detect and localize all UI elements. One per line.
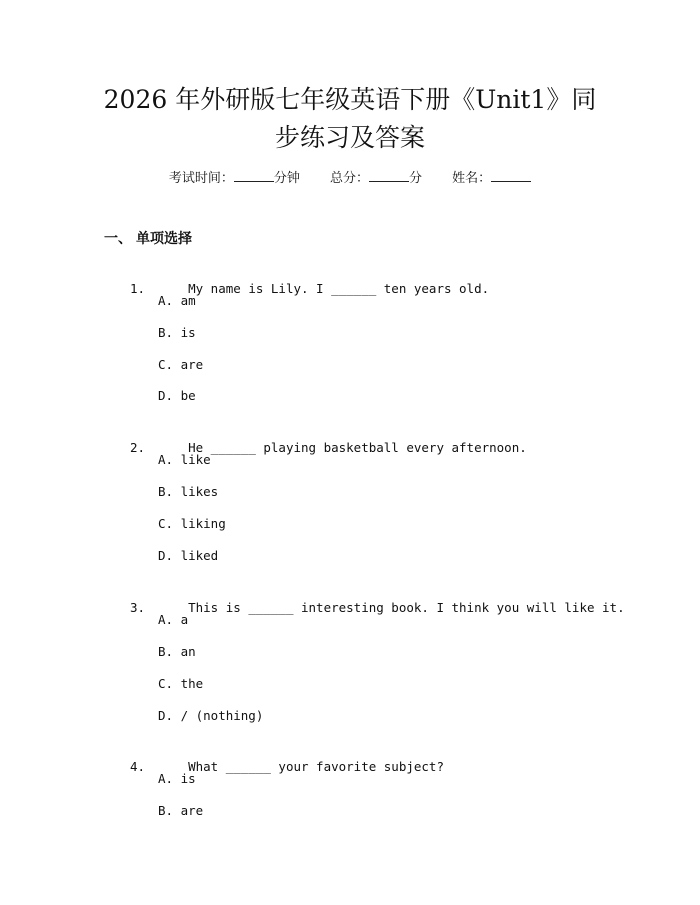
question-2-option-c: C. liking [158, 516, 226, 531]
question-text: This is ______ interesting book. I think you will like it. [188, 600, 625, 615]
question-1-option-b: B. is [158, 325, 196, 340]
question-2-option-d: D. liked [158, 548, 219, 563]
question-1-option-a: A. am [158, 293, 196, 308]
question-number: 1. [130, 281, 146, 296]
question-number: 4. [130, 759, 146, 774]
page-title-line-2: 步练习及答案 [274, 123, 425, 152]
total-score-unit: 分 [409, 171, 423, 186]
question-4-option-b: B. are [158, 803, 204, 818]
exam-time-label: 考试时间： [168, 171, 234, 186]
total-score-label: 总分： [329, 171, 369, 186]
question-3-option-c: C. the [158, 676, 204, 691]
question-text: What ______ your favorite subject? [188, 759, 444, 774]
total-score-blank[interactable] [369, 168, 409, 182]
question-4-option-a: A. is [158, 771, 196, 786]
question-3 [130, 578, 625, 638]
question-text: My name is Lily. I ______ ten years old. [188, 281, 490, 296]
question-text: He ______ playing basketball every afternoon. [188, 440, 527, 455]
question-3-option-d: D. / (nothing) [158, 708, 264, 723]
page-title-line-1: 2026 年外研版七年级英语下册《Unit1》同 [103, 85, 597, 114]
question-number: 3. [130, 600, 146, 615]
question-3-option-b: B. an [158, 644, 196, 659]
exam-info-row [0, 168, 700, 189]
exam-time-field [169, 168, 300, 189]
question-1-option-c: C. are [158, 357, 204, 372]
student-name-field [452, 168, 531, 189]
question-number: 2. [130, 440, 146, 455]
question-2-option-a: A. like [158, 452, 211, 467]
student-name-blank[interactable] [491, 168, 531, 182]
total-score-field [330, 168, 422, 189]
question-2 [130, 418, 527, 478]
exam-time-unit: 分钟 [273, 171, 300, 186]
question-1 [130, 259, 490, 319]
section-label: 单项选择 [136, 231, 192, 247]
question-3-option-a: A. a [158, 612, 189, 627]
student-name-label: 姓名： [452, 171, 492, 186]
section-heading [104, 229, 192, 249]
question-4 [130, 737, 444, 797]
section-number: 一、 [104, 231, 132, 247]
question-1-option-d: D. be [158, 388, 196, 403]
question-2-option-b: B. likes [158, 484, 219, 499]
exam-time-blank[interactable] [234, 168, 274, 182]
